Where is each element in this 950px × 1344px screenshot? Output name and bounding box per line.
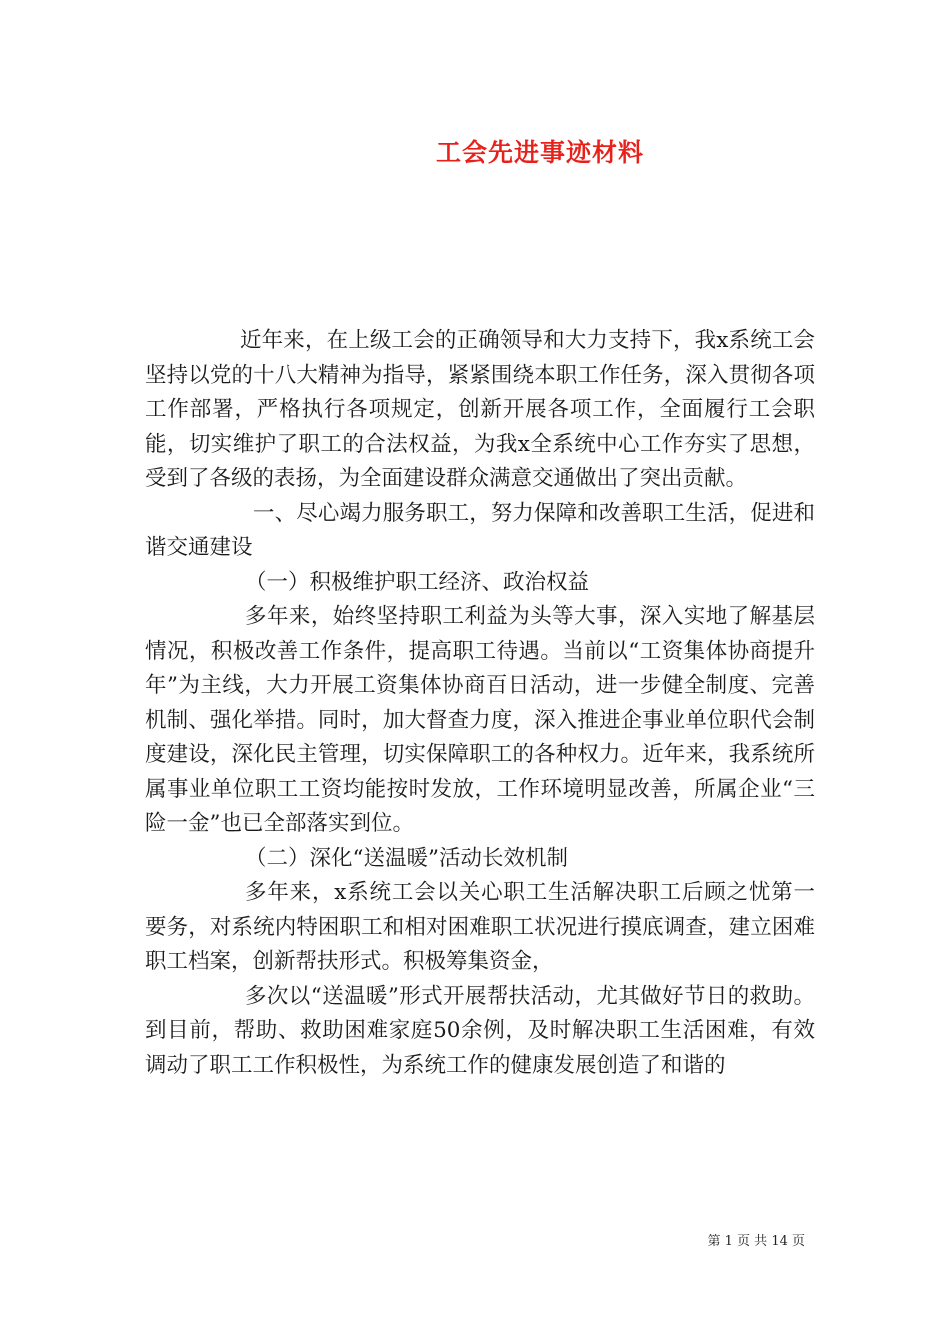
paragraph-intro: 近年来，在上级工会的正确领导和大力支持下，我x系统工会坚持以党的十八大精神为指导，紧紧围绕本职工作任务，深入贯彻各项工作部署，严格执行各项规定，创新开展各项工作，全面履行工会职能，切实维护了职工的合法权益，为我x全系统中心工作夯实了思想，受到了各级的表扬，为全面建设群众满意交通做出了突出贡献。 xyxy=(145,328,815,491)
document-title: 工会先进事迹材料 xyxy=(435,138,644,167)
page-number-footer: 第 1 页 共 14 页 xyxy=(707,1234,805,1249)
section-heading-1: 一、尽心竭力服务职工，努力保障和改善职工生活，促进和谐交通建设 xyxy=(145,500,815,560)
document-body xyxy=(145,324,815,1083)
subsection-heading-1: （一）积极维护职工经济、政治权益 xyxy=(245,569,590,595)
paragraph-rights: 多年来，始终坚持职工利益为头等大事，深入实地了解基层情况，积极改善工作条件，提高职工待遇。当前以“工资集体协商提升年”为主线，大力开展工资集体协商百日活动，进一步健全制度、完善机制、强化举措。同时，加大督查力度，深入推进企事业单位职代会制度建设，深化民主管理，切实保障职工的各种权力。近年来，我系统所属事业单位职工工资均能按时发放，工作环境明显改善，所属企业“三险一金”也已全部落实到位。 xyxy=(145,604,815,836)
paragraph-warmth: 多年来，x系统工会以关心职工生活解决职工后顾之忧第一要务，对系统内特困职工和相对困难职工状况进行摸底调查，建立困难职工档案，创新帮扶形式。积极筹集资金， xyxy=(145,880,815,974)
subsection-heading-2: （二）深化“送温暖”活动长效机制 xyxy=(245,845,568,871)
paragraph-assistance: 多次以“送温暖”形式开展帮扶活动，尤其做好节日的救助。到目前，帮助、救助困难家庭50余例，及时解决职工生活困难，有效调动了职工工作积极性，为系统工作的健康发展创造了和谐的 xyxy=(145,983,815,1078)
